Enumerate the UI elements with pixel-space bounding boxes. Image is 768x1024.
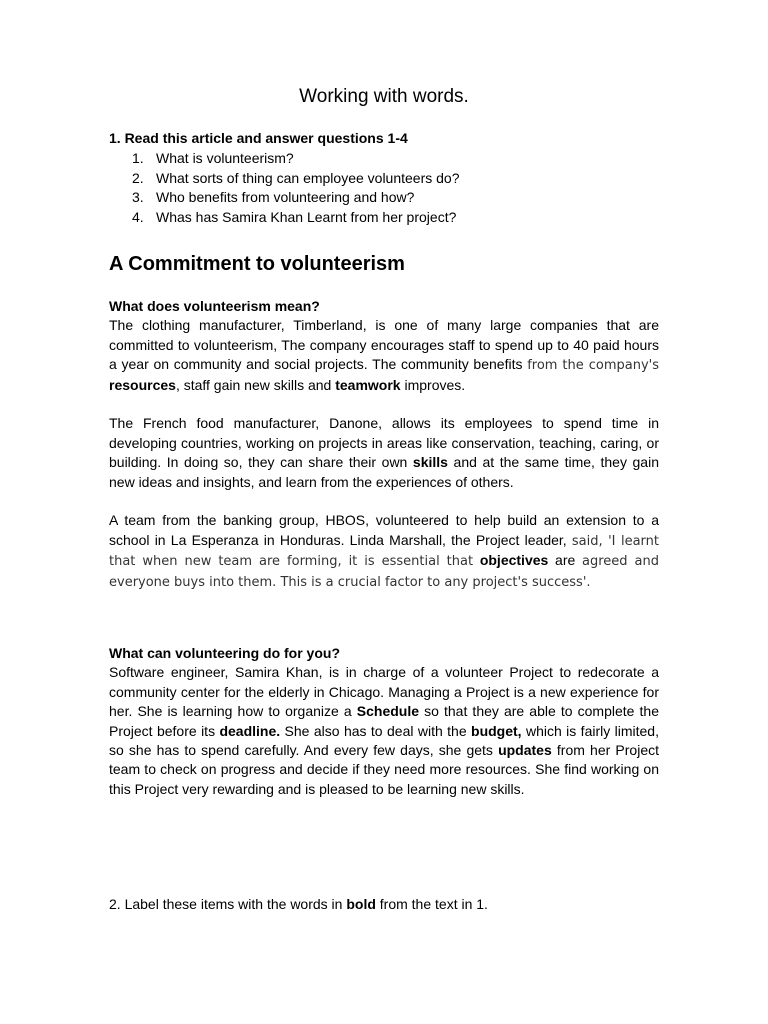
paragraph-text-soft: from the company's xyxy=(527,358,659,374)
paragraph-danone xyxy=(109,414,659,492)
paragraph-text-soft: agreed and everyone buys into them. This is a crucial factor to any project's success'. xyxy=(109,554,659,590)
paragraph-text: The French food manufacturer, Danone, allows its employees to spend time in developing countries, working on projects in areas like conservation, teaching, caring, or building. In doing so, they can share their own xyxy=(109,415,659,471)
paragraph-text xyxy=(473,552,480,568)
bold-word-bold: bold xyxy=(346,896,376,912)
article-title: A Commitment to volunteerism xyxy=(109,253,405,275)
document-title: Working with words. xyxy=(299,86,469,107)
paragraph-text: are xyxy=(548,552,583,569)
question-text: Whas has Samira Khan Learnt from her project? xyxy=(156,209,457,226)
bold-word-objectives: objectives xyxy=(479,552,549,569)
section-volunteering-for-you xyxy=(109,644,659,799)
question-number: 2. xyxy=(132,169,144,186)
question-item xyxy=(109,169,460,189)
bold-word-skills: skills xyxy=(412,454,448,471)
paragraph-text: and at the same time, they gain new ideas and insights, and learn from the experiences of others. xyxy=(109,454,659,490)
paragraph-text: which is fairly limited, so she has to spend carefully. And every few days, she gets xyxy=(109,722,659,759)
instruction-heading: 1. Read this article and answer questions 1-4 xyxy=(109,130,408,146)
paragraph-timberland xyxy=(109,316,659,395)
question-number: 1. xyxy=(132,150,144,166)
paragraph-text: so that they are able to complete the Project before its xyxy=(109,703,659,739)
question-number: 3. xyxy=(132,189,144,206)
paragraph-text: , staff gain new skills and xyxy=(175,376,336,393)
question-item xyxy=(109,208,460,228)
question-number: 4. xyxy=(132,209,144,226)
question-list xyxy=(109,149,460,228)
section-heading: What does volunteerism mean? xyxy=(109,298,320,314)
paragraph-text: Software engineer, Samira Khan, is in charge of a volunteer Project to redecorate a community center for the elderly in Chicago. Managing a Project is a new experience for her. She is learning how to organize a xyxy=(109,664,659,720)
paragraph-text-soft: said, 'I learnt that when new team are forming, it is essential that xyxy=(109,533,660,570)
bold-word-updates: updates xyxy=(498,742,552,759)
question-text: What is volunteerism? xyxy=(156,150,294,166)
paragraph-text: improves. xyxy=(400,376,466,393)
paragraph-samira-khan xyxy=(109,663,659,799)
paragraph-text: She also has to deal with the xyxy=(280,722,472,739)
section-volunteerism-meaning xyxy=(109,297,659,592)
paragraph-text: The clothing manufacturer, Timberland, is one of many large companies that are committed to volunteerism, The company encourages staff to spend up to 40 paid hours a year on community and social projects. The community benefits xyxy=(109,317,659,373)
label-instruction xyxy=(109,896,488,912)
paragraph-text: A team from the banking group, HBOS, volunteered to help build an extension to a school in La Esperanza in Honduras. Linda Marshall, the Project leader, xyxy=(109,512,659,548)
bold-word-schedule: Schedule xyxy=(356,703,420,720)
bold-word-budget: budget, xyxy=(471,722,522,739)
bold-word-deadline: deadline. xyxy=(219,722,281,739)
question-item xyxy=(109,149,460,169)
label-instruction-text: 2. Label these items with the words in xyxy=(109,896,347,912)
question-item xyxy=(109,188,460,208)
paragraph-hbos xyxy=(109,511,659,592)
bold-word-resources: resources xyxy=(109,376,176,393)
question-text: What sorts of thing can employee volunteers do? xyxy=(156,169,460,186)
label-instruction-text: from the text in 1. xyxy=(375,896,488,912)
question-text: Who benefits from volunteering and how? xyxy=(156,189,415,206)
bold-word-teamwork: teamwork xyxy=(335,376,401,393)
section-heading: What can volunteering do for you? xyxy=(109,645,340,661)
paragraph-text: from her Project team to check on progress and decide if they need more resources. She find working on this Project very rewarding and is pleased to be learning new skills. xyxy=(109,742,659,797)
